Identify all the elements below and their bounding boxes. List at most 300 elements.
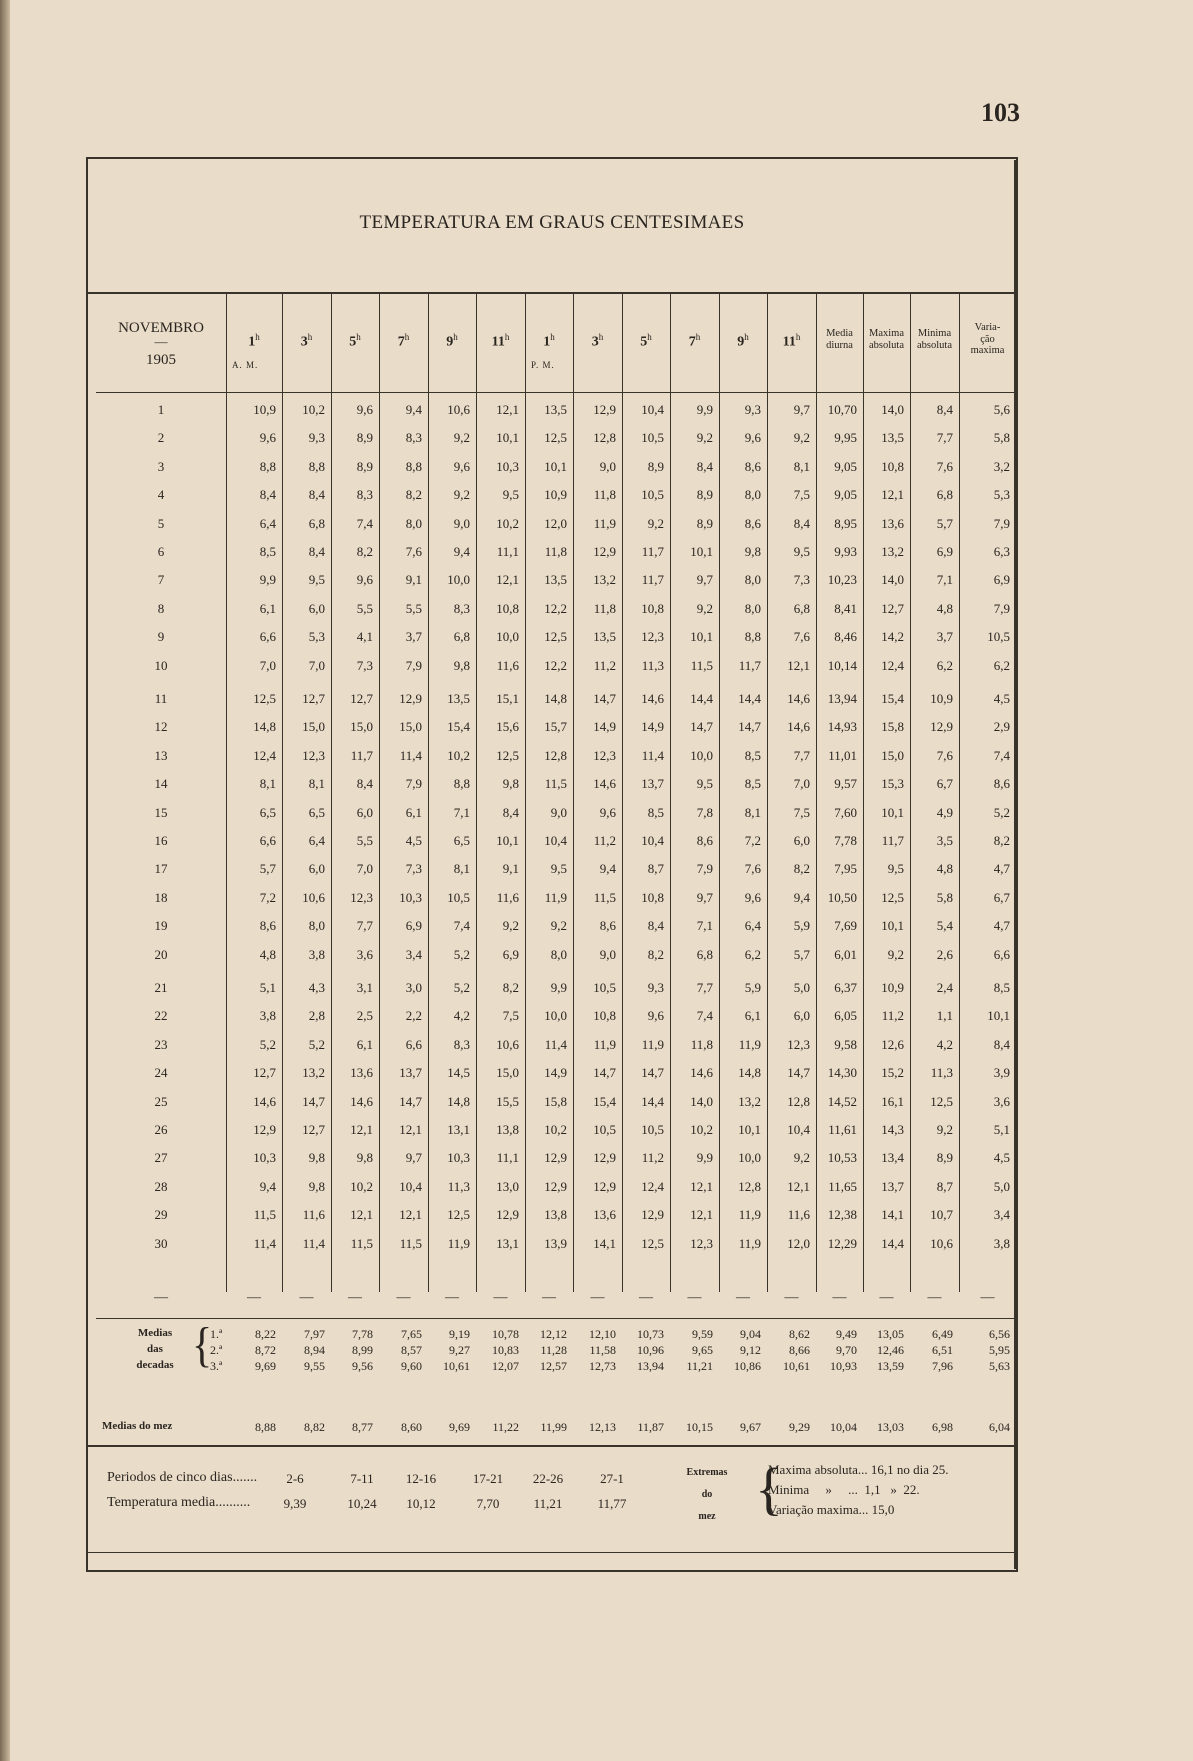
table-cell: 11,7 [641,572,664,588]
table-cell: 8,60 [401,1420,422,1434]
table-cell: 12,07 [492,1359,519,1373]
table-cell: 5,1 [993,1122,1010,1137]
table-cell: 10,93 [830,1359,857,1373]
temp-media-cell: 9,39 [283,1496,307,1511]
header-year: 1905 [146,352,176,368]
table-cell: 14,52 [827,1093,857,1109]
table-cell: 12,5 [881,889,904,905]
table-cell: 9,60 [401,1359,422,1373]
table-cell: 10,5 [593,980,616,995]
table-cell: 11,4 [253,1235,276,1251]
table-cell: 7,78 [834,833,857,848]
table-cell: 9,3 [647,980,664,995]
table-title: TEMPERATURA EM GRAUS CENTESIMAES [359,212,745,233]
table-cell: 9,7 [793,402,810,417]
table-cell: 4,5 [993,1150,1010,1166]
table-cell: 13,6 [881,515,904,531]
table-cell: 13,5 [447,691,470,706]
table-cell: 3,6 [356,946,373,962]
dash-cell: — [927,1290,942,1305]
period-cell: 12-16 [405,1471,437,1486]
table-cell: 8,77 [352,1420,373,1434]
table-cell: 14,4 [690,691,713,706]
table-cell: 10,2 [350,1178,373,1194]
temp-media-cell: 10,12 [406,1496,436,1511]
table-cell: 14,4 [881,1235,904,1251]
table-cell: 3,8 [259,1008,276,1024]
table-cell: 12,6 [881,1036,904,1052]
table-cell: 10,0 [738,1150,761,1166]
table-cell: 12,1 [690,1207,713,1223]
table-cell: 8,57 [401,1343,422,1357]
table-row [96,719,1016,747]
table-cell: 9,95 [834,430,857,446]
table-cell: 14,0 [881,402,904,417]
table-cell: 10,7 [930,1207,953,1223]
table-cell: 6,01 [834,946,857,962]
dash-cell: — [980,1290,995,1305]
table-cell: 6,5 [453,833,470,848]
table-cell: 11,9 [447,1235,470,1251]
day-cell: 2 [157,430,165,446]
table-cell: 4,5 [405,833,422,848]
table-cell: 10,1 [987,1008,1010,1024]
table-cell: 9,19 [449,1327,470,1341]
table-cell: 5,1 [259,980,276,995]
table-cell: 13,59 [877,1359,904,1373]
table-cell: 6,98 [932,1420,953,1434]
table-cell: 13,8 [544,1207,567,1223]
table-cell: 6,2 [744,946,761,962]
table-row [96,1207,1016,1235]
table-cell: 9,2 [453,487,470,503]
table-cell: 10,3 [447,1150,470,1166]
table-cell: 9,8 [453,657,470,673]
table-cell: 14,1 [881,1207,904,1223]
table-cell: 13,05 [877,1327,904,1341]
table-cell: 13,5 [544,402,567,417]
table-cell: 11,22 [492,1420,519,1434]
table-cell: 12,1 [787,657,810,673]
table-cell: 11,6 [496,657,519,673]
dash-cell: — [832,1290,847,1305]
table-cell: 6,6 [405,1036,422,1052]
table-cell: 12,9 [641,1207,664,1223]
table-cell: 10,9 [930,691,953,706]
table-cell: 7,9 [696,861,713,877]
table-cell: 5,9 [744,980,761,995]
day-cell: 17 [154,861,168,877]
table-cell: 10,2 [544,1122,567,1137]
table-cell: 7,97 [304,1327,325,1341]
table-cell: 12,5 [253,691,276,706]
table-cell: 14,8 [544,691,567,706]
table-cell: 8,9 [696,515,713,531]
table-cell: 10,4 [544,833,567,848]
table-cell: 9,6 [259,430,276,446]
table-cell: 12,10 [589,1327,616,1341]
table-cell: 8,5 [744,747,761,763]
table-cell: 11,7 [350,747,373,763]
table-cell: 8,4 [696,458,713,474]
table-cell: 9,0 [453,515,470,531]
table-cell: 7,4 [696,1008,713,1024]
table-cell: 6,4 [308,833,325,848]
table-cell: 6,1 [356,1036,373,1052]
table-cell: 13,8 [496,1122,519,1137]
table-cell: 10,8 [593,1008,616,1024]
table-cell: 12,8 [787,1093,810,1109]
dash-cell: — [736,1290,750,1305]
table-row [96,980,1016,1008]
table-cell: 9,2 [696,600,713,616]
day-cell: 18 [154,889,168,905]
table-cell: 10,9 [881,980,904,995]
column-header: Varia- ção maxima [970,322,1005,356]
table-cell: 5,2 [993,804,1010,820]
table-row [96,890,1016,918]
table-cell: 12,8 [544,747,567,763]
table-cell: 10,0 [447,572,470,588]
table-cell: 6,1 [744,1008,761,1024]
table-cell: 8,88 [255,1420,276,1434]
table-cell: 10,5 [641,430,664,446]
table-cell: 6,0 [308,861,325,877]
table-cell: 11,4 [302,1235,325,1251]
table-cell: 6,5 [308,804,325,820]
table-row [96,1122,1016,1150]
table-cell: 8,6 [599,918,616,934]
table-cell: 12,3 [641,629,664,645]
table-cell: 6,6 [993,946,1010,962]
table-cell: 11,99 [540,1420,567,1434]
table-cell: 10,0 [496,629,519,645]
column-header: 9$^h$ [446,332,458,350]
table-cell: 6,8 [696,946,713,962]
table-cell: 8,9 [647,458,664,474]
table-cell: 7,7 [936,430,953,446]
period-cell: 2-6 [286,1471,304,1486]
table-cell: 12,9 [593,402,616,417]
table-cell: 9,9 [259,572,276,588]
table-cell: 13,4 [881,1150,904,1166]
table-cell: 2,9 [993,719,1010,735]
table-row [96,601,1016,629]
table-cell: 7,7 [696,980,713,995]
table-cell: 5,2 [453,946,470,962]
table-cell: 14,5 [447,1065,470,1081]
table-cell: 8,95 [834,515,857,531]
table-cell: 11,2 [641,1150,664,1166]
table-cell: 11,8 [593,600,616,616]
column-header: 3$^h$ [591,332,604,350]
table-cell: 7,6 [793,629,810,645]
day-cell: 7 [157,572,165,588]
table-cell: 9,27 [449,1343,470,1357]
table-cell: 12,7 [253,1065,276,1081]
table-cell: 7,4 [356,515,373,531]
table-cell: 14,8 [738,1065,761,1081]
table-cell: 15,0 [399,719,422,735]
table-cell: 14,4 [738,691,761,706]
table-cell: 5,5 [356,833,373,848]
table-cell: 8,1 [308,776,325,792]
table-cell: 5,2 [259,1036,276,1052]
table-cell: 15,0 [350,719,373,735]
table-cell: 5,0 [793,980,810,995]
day-cell: 20 [154,946,168,962]
day-cell: 11 [154,691,168,706]
table-cell: 12,1 [350,1122,373,1137]
table-cell: 10,1 [544,458,567,474]
table-cell: 15,3 [881,776,904,792]
table-cell: 4,8 [259,946,276,962]
table-cell: 9,65 [692,1343,713,1357]
table-cell: 11,9 [641,1036,664,1052]
table-cell: 2,6 [936,946,953,962]
table-cell: 12,9 [544,1178,567,1194]
table-cell: 10,61 [443,1359,470,1373]
table-cell: 8,8 [308,458,325,474]
table-cell: 9,70 [836,1343,857,1357]
table-row [96,1150,1016,1178]
table-cell: 15,0 [302,719,325,735]
day-cell: 12 [154,719,168,735]
table-cell: 8,1 [259,776,276,792]
table-cell: 10,3 [496,458,519,474]
table-cell: 2,5 [356,1008,373,1024]
table-row [96,833,1016,861]
day-cell: 3 [157,458,165,474]
table-cell: 13,7 [641,776,664,792]
table-cell: 14,6 [641,691,664,706]
extremas-label: Extremas do mez [686,1467,728,1522]
table-cell: 11,7 [881,833,904,848]
table-cell: 14,9 [544,1065,567,1081]
day-cell: 26 [154,1122,168,1137]
table-cell: 6,37 [834,980,857,995]
dash-cell: — [590,1290,605,1305]
table-cell: 6,56 [989,1327,1010,1341]
table-cell: 8,4 [356,776,373,792]
table-cell: 9,2 [502,918,519,934]
table-cell: 6,7 [993,889,1010,905]
table-cell: 12,7 [881,600,904,616]
table-cell: 8,94 [304,1343,325,1357]
table-cell: 13,0 [496,1178,519,1194]
table-cell: 9,3 [308,430,325,446]
table-cell: 7,9 [405,657,422,673]
table-cell: 12,5 [544,629,567,645]
table-cell: 11,9 [544,889,567,905]
table-cell: 5,8 [936,889,953,905]
table-cell: 12,4 [253,747,276,763]
table-cell: 7,6 [936,458,953,474]
table-cell: 8,72 [255,1343,276,1357]
table-row [96,459,1016,487]
table-cell: 8,3 [453,600,470,616]
table-cell: 10,8 [881,458,904,474]
period-cell: 27-1 [600,1471,624,1486]
day-cell: 24 [154,1065,168,1081]
table-cell: 8,41 [834,600,857,616]
day-cell: 28 [154,1178,168,1194]
dash-cell: — [784,1290,799,1305]
table-cell: 9,9 [696,1150,713,1166]
page-binding-edge [0,0,10,1761]
table-cell: 11,6 [496,889,519,905]
table-cell: 10,2 [447,747,470,763]
table-cell: 12,5 [544,430,567,446]
table-cell: 9,5 [550,861,567,877]
table-cell: 12,3 [787,1036,810,1052]
table-cell: 9,2 [936,1122,953,1137]
table-cell: 6,7 [936,776,953,792]
table-cell: 11,1 [496,1150,519,1166]
table-cell: 10,4 [399,1178,422,1194]
table-cell: 9,5 [887,861,904,877]
table-cell: 6,4 [744,918,761,934]
table-cell: 11,8 [690,1036,713,1052]
table-cell: 10,0 [544,1008,567,1024]
table-cell: 9,12 [740,1343,761,1357]
table-cell: 11,4 [544,1036,567,1052]
table-cell: 12,9 [544,1150,567,1166]
table-cell: 14,7 [302,1093,325,1109]
day-cell: 25 [154,1093,168,1109]
table-cell: 9,0 [550,804,567,820]
table-cell: 12,5 [496,747,519,763]
table-cell: 12,7 [302,691,325,706]
table-cell: 11,8 [544,544,567,559]
table-cell: 11,4 [641,747,664,763]
table-cell: 14,8 [253,719,276,735]
table-cell: 10,83 [492,1343,519,1357]
table-cell: 7,6 [744,861,761,877]
day-cell: 1 [157,402,165,417]
table-cell: 10,04 [830,1420,857,1434]
table-cell: 8,7 [647,861,664,877]
table-cell: 13,94 [637,1359,664,1373]
table-cell: 12,38 [827,1207,857,1223]
table-cell: 6,0 [793,833,810,848]
table-cell: 10,8 [496,600,519,616]
table-cell: 13,03 [877,1420,904,1434]
table-cell: 9,2 [793,1150,810,1166]
table-cell: 7,0 [308,657,325,673]
table-cell: 12,3 [593,747,616,763]
header-dash: — [154,334,168,349]
table-cell: 10,2 [496,515,519,531]
period-cell: 7-11 [350,1471,374,1486]
decade-row [96,1327,1016,1343]
table-cell: 5,5 [405,600,422,616]
table-cell: 10,1 [690,629,713,645]
table-cell: 15,0 [881,747,904,763]
table-cell: 8,0 [308,918,325,934]
table-cell: 12,9 [253,1122,276,1137]
table-cell: 9,7 [696,572,713,588]
temp-media-cell: 10,24 [347,1496,377,1511]
table-cell: 13,5 [544,572,567,588]
table-cell: 2,8 [308,1008,325,1024]
dash-cell: — [639,1290,653,1305]
table-cell: 6,6 [259,833,276,848]
table-cell: 14,6 [593,776,616,792]
table-cell: 4,8 [936,600,953,616]
table-cell: 7,2 [744,833,761,848]
table-cell: 6,8 [453,629,470,645]
table-cell: 6,49 [932,1327,953,1341]
table-cell: 10,9 [544,487,567,503]
table-cell: 9,7 [405,1150,422,1166]
table-cell: 11,65 [828,1178,857,1194]
table-cell: 9,2 [696,430,713,446]
table-cell: 12,9 [593,1178,616,1194]
table-cell: 11,5 [253,1207,276,1223]
table-cell: 8,9 [936,1150,953,1166]
dash-cell: — [445,1290,459,1305]
table-cell: 9,05 [834,487,857,503]
dash-cell: — [879,1290,894,1305]
table-row [96,572,1016,600]
table-cell: 7,1 [696,918,713,934]
table-cell: 9,2 [887,946,904,962]
table-cell: 11,9 [593,1036,616,1052]
table-cell: 15,0 [496,1065,519,1081]
table-cell: 9,2 [647,515,664,531]
table-cell: 12,1 [787,1178,810,1194]
table-cell: 7,96 [932,1359,953,1373]
table-cell: 9,9 [550,980,567,995]
day-cell: 23 [154,1036,168,1052]
table-cell: 9,56 [352,1359,373,1373]
table-cell: 10,6 [447,402,470,417]
table-cell: 6,8 [308,515,325,531]
table-cell: 7,6 [405,544,422,559]
table-cell: 10,0 [690,747,713,763]
table-cell: 12,1 [496,572,519,588]
table-cell: 9,5 [696,776,713,792]
table-cell: 3,6 [993,1093,1010,1109]
table-cell: 8,9 [696,487,713,503]
table-cell: 10,1 [496,833,519,848]
table-cell: 14,7 [641,1065,664,1081]
temp-media-cell: 11,77 [597,1496,627,1511]
table-cell: 8,62 [789,1327,810,1341]
table-cell: 9,55 [304,1359,325,1373]
dash-cell: — [493,1290,508,1305]
decade-row [96,1359,1016,1375]
table-cell: 9,04 [740,1327,761,1341]
table-cell: 12,1 [881,487,904,503]
day-cell: 9 [157,629,165,645]
table-cell: 9,2 [453,430,470,446]
table-cell: 9,6 [744,889,761,905]
column-header: 5$^h$ [640,332,652,350]
table-cell: 14,6 [350,1093,373,1109]
extremas-brace: { [755,1456,783,1521]
table-cell: 13,2 [738,1093,761,1109]
table-cell: 8,1 [453,861,470,877]
table-row [96,544,1016,572]
table-cell: 12,1 [399,1122,422,1137]
table-cell: 7,3 [793,572,810,588]
dash-cell: — [396,1290,411,1305]
table-cell: 7,1 [936,572,953,588]
dash-cell: — [154,1290,168,1305]
table-cell: 8,6 [744,515,761,531]
